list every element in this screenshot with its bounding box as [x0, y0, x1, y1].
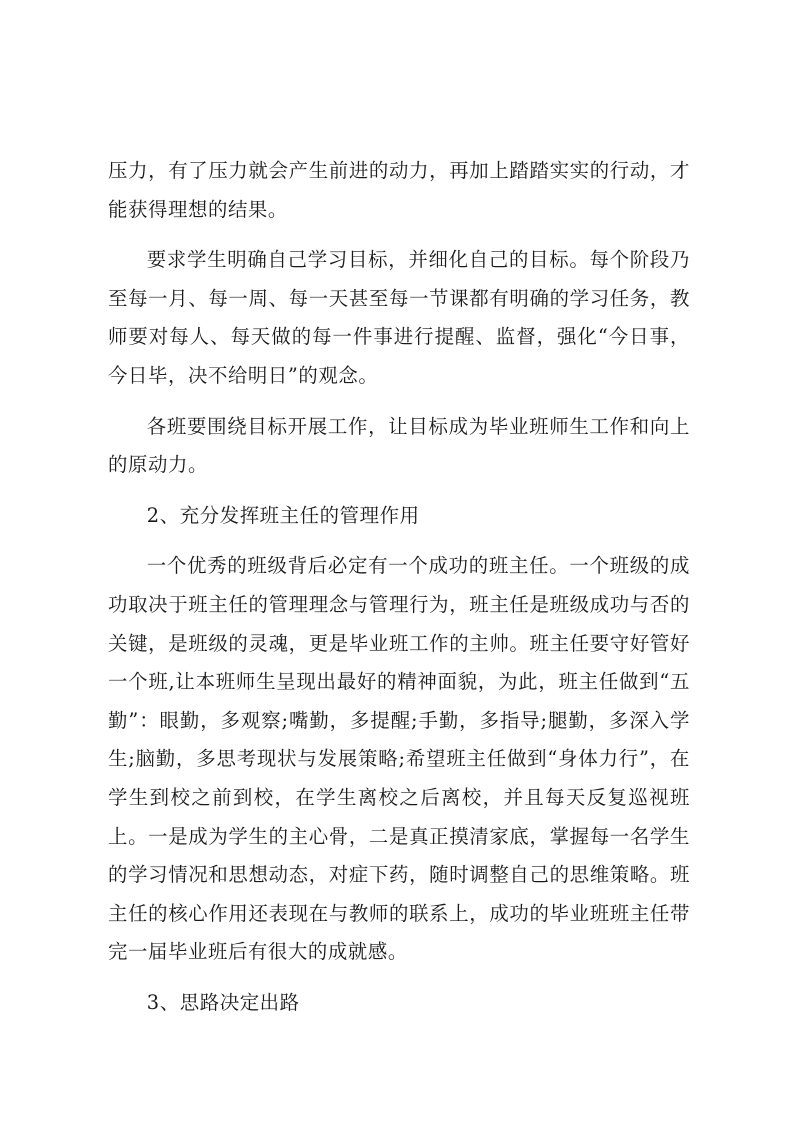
paragraph-head-teacher-role: 一个优秀的班级背后必定有一个成功的班主任。一个班级的成功取决于班主任的管理理念与管理行为，班主任是班级成功与否的关键，是班级的灵魂，更是毕业班工作的主帅。班主任要守好管好一个班,让本班师生呈现出最好的精神面貌，为此，班主任做到“五勤”：眼勤，多观察;嘴勤，多提醒;手勤，多指导;腿勤，多深入学生;脑勤，多思考现状与发展策略;希望班主任做到“身体力行”，在学生到校之前到校，在学生离校之后离校，并且每天反复巡视班上。一是成为学生的主心骨，二是真正摸清家底，掌握每一名学生的学习情况和思想动态，对症下药，随时调整自己的思维策略。班主任的核心作用还表现在与教师的联系上，成功的毕业班班主任带完一届毕业班后有很大的成就感。 — [108, 554, 690, 964]
paragraph-class-goals: 各班要围绕目标开展工作，让目标成为毕业班师生工作和向上的原动力。 — [108, 414, 690, 477]
paragraph-continuation: 压力，有了压力就会产生前进的动力，再加上踏踏实实的行动，才能获得理想的结果。 — [108, 159, 690, 221]
document-body — [108, 152, 690, 1022]
section-heading-3: 3、思路决定出路 — [146, 990, 300, 1014]
paragraph-learning-goals: 要求学生明确自己学习目标，并细化自己的目标。每个阶段乃至每一月、每一周、每一天甚至每一节课都有明确的学习任务，教师要对每人、每天做的每一件事进行提醒、监督，强化“今日事，今日毕，决不给明日”的观念。 — [108, 248, 690, 387]
section-heading-2: 2、充分发挥班主任的管理作用 — [146, 503, 420, 527]
